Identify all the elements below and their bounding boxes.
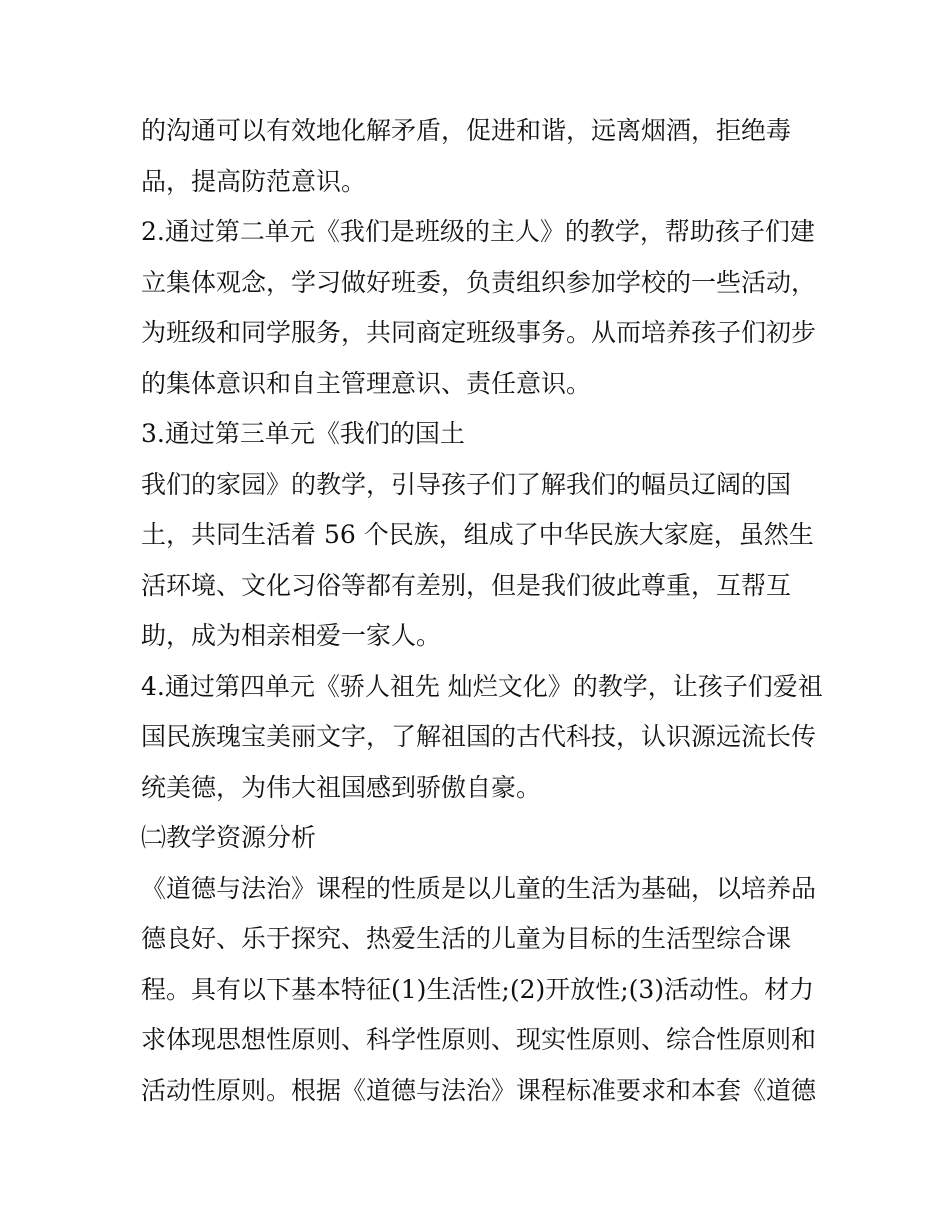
- text-line: 土，共同生活着 56 个民族，组成了中华民族大家庭，虽然生: [141, 520, 814, 549]
- text-line: 《道德与法治》课程的性质是以儿童的生活为基础，以培养品: [141, 873, 817, 903]
- text-line: 助，成为相亲相爱一家人。: [141, 621, 442, 650]
- text-line: 4.通过第四单元《骄人祖先 灿烂文化》的教学，让孩子们爱祖: [141, 671, 823, 701]
- text-line: 活动性原则。根据《道德与法治》课程标准要求和本套《道德: [141, 1075, 817, 1105]
- text-line: 国民族瑰宝美丽文字，了解祖国的古代科技，认识源远流长传: [141, 722, 817, 751]
- text-line: 品，提高防范意识。: [141, 166, 367, 196]
- text-line: 程。具有以下基本特征(1)生活性;(2)开放性;(3)活动性。材力: [141, 974, 815, 1004]
- document-body: [141, 106, 821, 1116]
- text-line: 的集体意识和自主管理意识、责任意识。: [141, 368, 592, 398]
- text-line: 为班级和同学服务，共同商定班级事务。从而培养孩子们初步: [141, 318, 817, 347]
- text-line: 求体现思想性原则、科学性原则、现实性原则、综合性原则和: [141, 1025, 817, 1054]
- text-line: 立集体观念，学习做好班委，负责组织参加学校的一些活动，: [141, 267, 817, 297]
- text-line: 德良好、乐于探究、热爱生活的儿童为目标的生活型综合课: [141, 924, 792, 953]
- text-line: 3.通过第三单元《我们的国土: [141, 419, 465, 448]
- text-line: 我们的家园》的教学，引导孩子们了解我们的幅员辽阔的国: [141, 469, 792, 499]
- text-line: 统美德，为伟大祖国感到骄傲自豪。: [141, 772, 542, 802]
- text-line: 2.通过第二单元《我们是班级的主人》的教学，帮助孩子们建: [141, 217, 815, 246]
- section-heading: ㈡教学资源分析: [141, 823, 317, 852]
- text-line: 活环境、文化习俗等都有差别，但是我们彼此尊重，互帮互: [141, 570, 792, 600]
- text-line: 的沟通可以有效地化解矛盾，促进和谐，远离烟酒，拒绝毒: [141, 116, 792, 145]
